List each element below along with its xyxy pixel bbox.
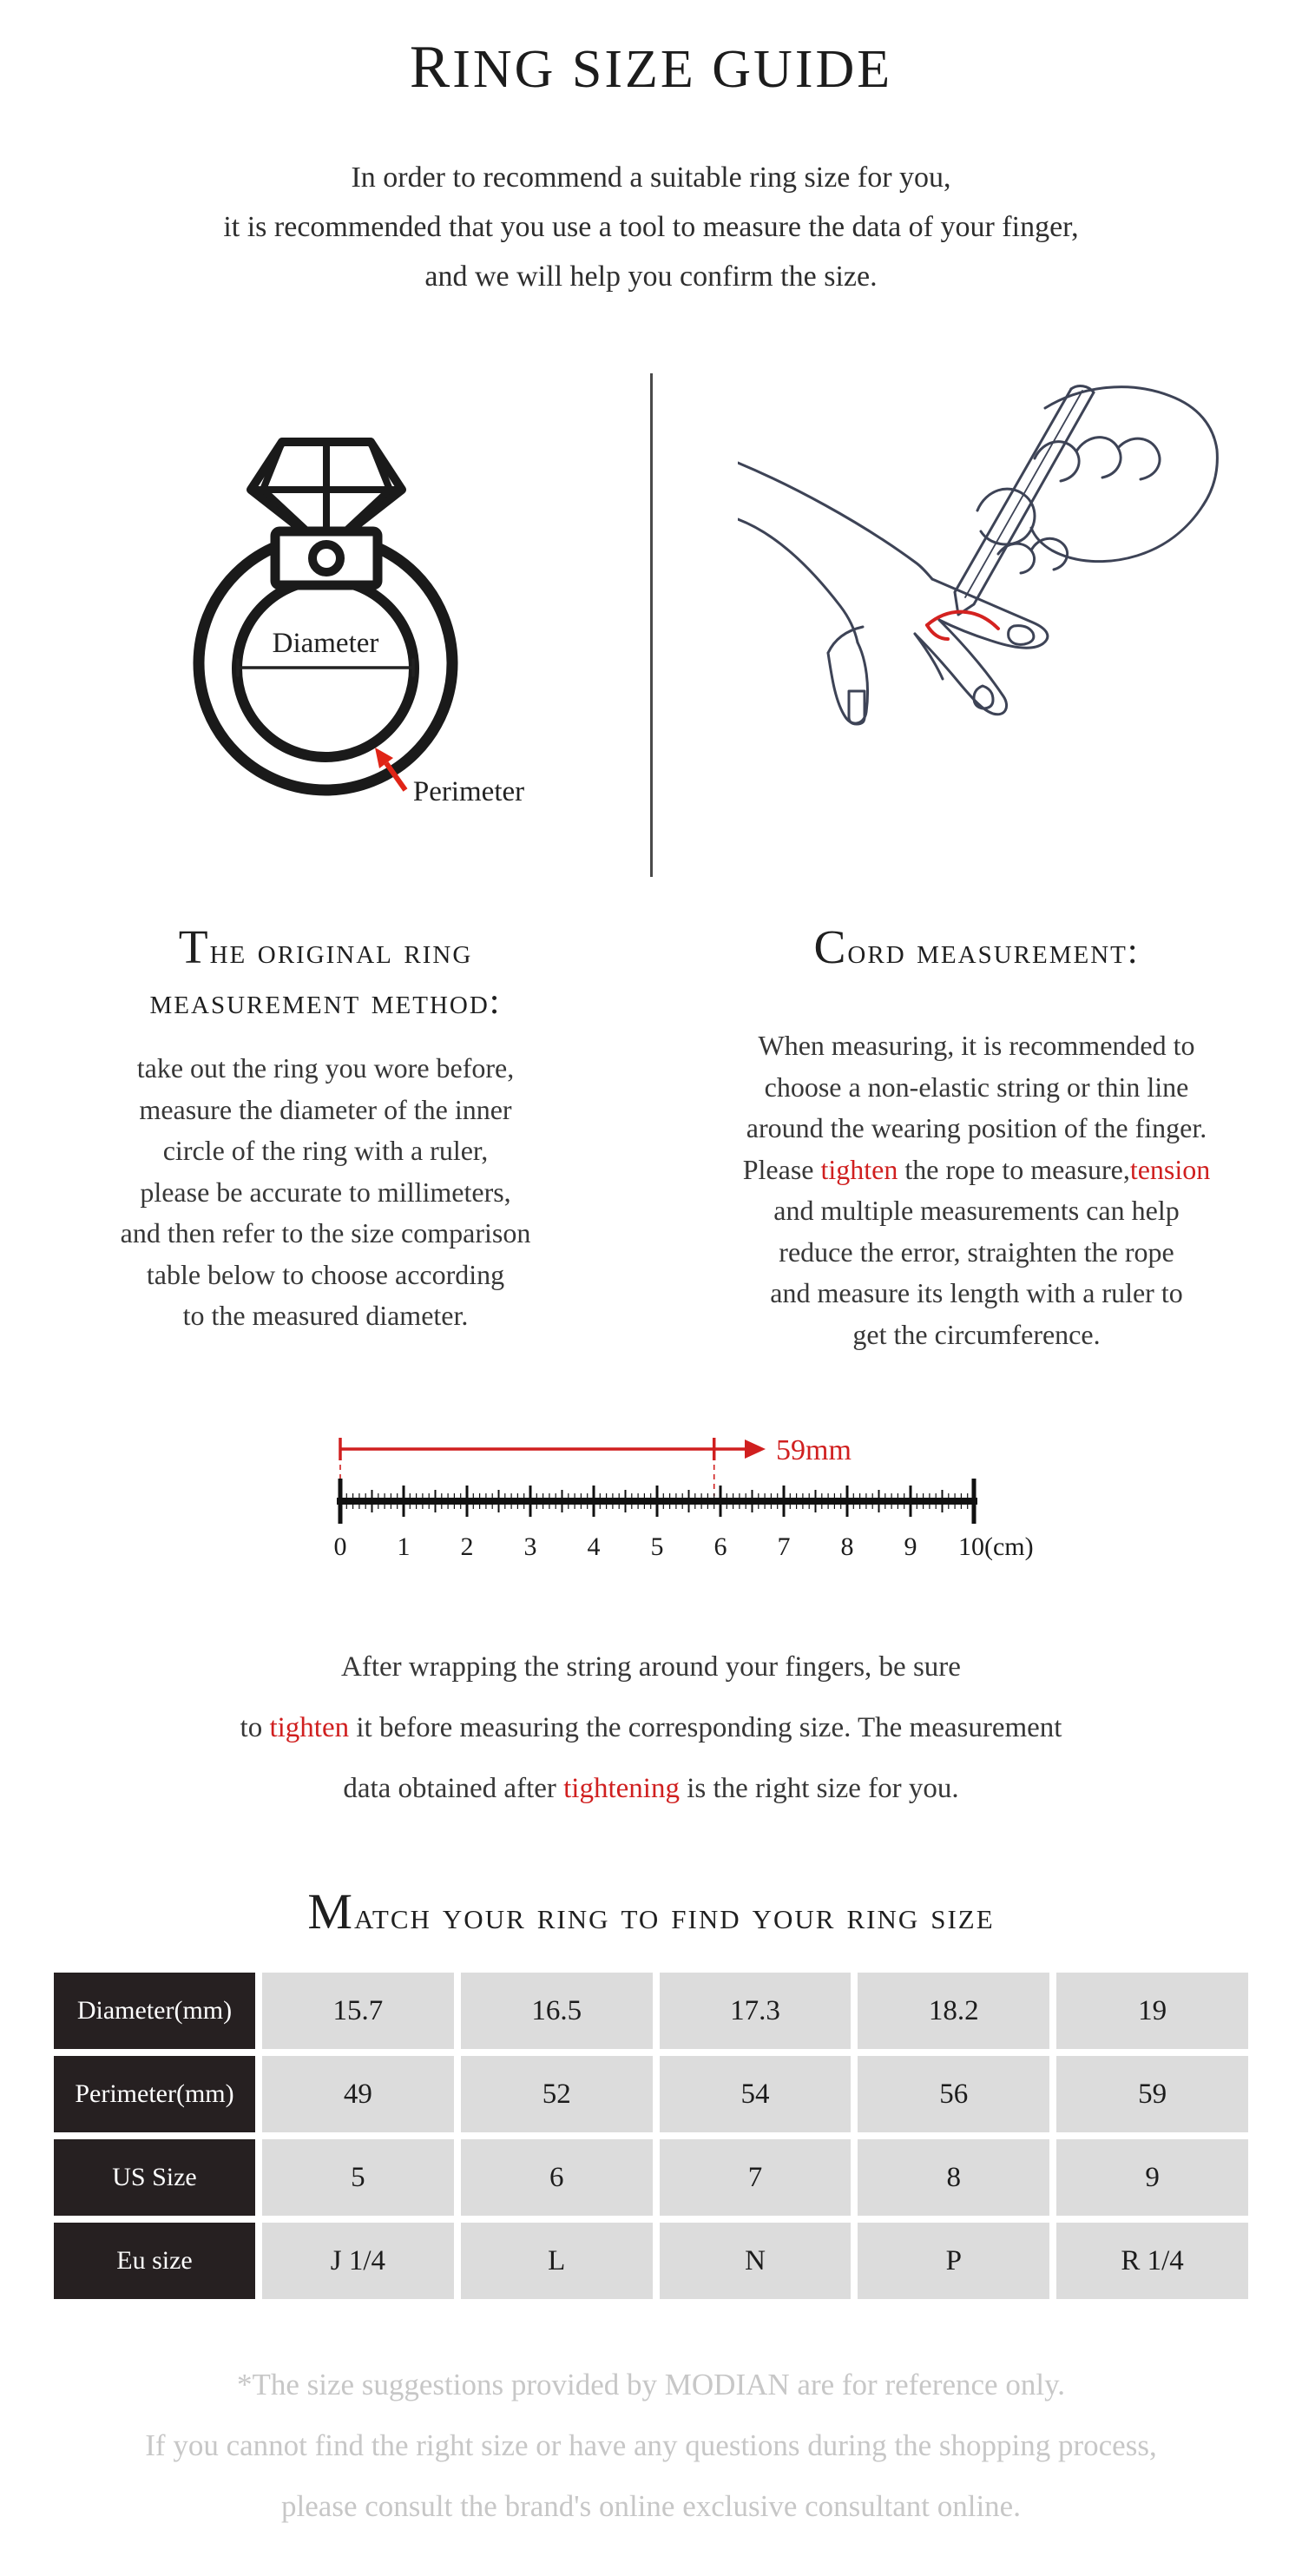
ring-diameter-diagram-icon <box>178 427 525 844</box>
ruler-number: 10(cm) <box>958 1532 1034 1561</box>
text-line: In order to recommend a suitable ring size for you, <box>351 161 951 194</box>
table-row-header: Perimeter(mm) <box>54 2056 255 2132</box>
table-cell: 59 <box>1056 2056 1248 2132</box>
footer-disclaimer <box>0 2355 1302 2537</box>
table-cell: 52 <box>461 2056 653 2132</box>
size-table <box>54 1973 1248 2299</box>
table-cell: 15.7 <box>262 1973 454 2049</box>
text-line: The original ring <box>178 920 473 973</box>
text-line: Cord measurement: <box>813 920 1140 973</box>
method-columns <box>0 922 1302 1355</box>
text-line: Match your ring to find your ring size <box>307 1883 995 1940</box>
cord-method-column <box>651 922 1302 1355</box>
table-cell: 7 <box>660 2139 852 2216</box>
table-cell: 9 <box>1056 2139 1248 2216</box>
table-row-header: Eu size <box>54 2223 255 2299</box>
text-line: take out the ring you wore before, <box>136 1052 515 1084</box>
table-row-header: US Size <box>54 2139 255 2216</box>
table-cell: R 1/4 <box>1056 2223 1248 2299</box>
ruler-number: 1 <box>397 1532 411 1561</box>
text-line: please consult the brand's online exclusive consultant online. <box>281 2489 1021 2523</box>
original-method-paragraph <box>0 1048 651 1337</box>
text-line: table below to choose according <box>146 1258 505 1290</box>
table-cell: J 1/4 <box>262 2223 454 2299</box>
text-line: data obtained after tightening is the right size for you. <box>343 1773 959 1804</box>
text-line: *The size suggestions provided by MODIAN are for reference only. <box>236 2368 1066 2401</box>
cord-method-heading <box>651 922 1302 977</box>
intro-paragraph <box>0 153 1302 301</box>
ruler-number: 5 <box>650 1532 664 1561</box>
ring-mount-hole <box>312 544 340 572</box>
ruler-arrowhead-icon <box>745 1440 766 1459</box>
ruler-measure-label: 59mm <box>776 1434 852 1466</box>
ruler-number: 7 <box>777 1532 791 1561</box>
ruler-number: 9 <box>904 1532 917 1561</box>
string-mark <box>927 612 998 639</box>
table-cell: 8 <box>858 2139 1049 2216</box>
text-line: measurement method: <box>149 982 502 1022</box>
table-cell: 56 <box>858 2056 1049 2132</box>
cord-method-paragraph <box>651 1025 1302 1355</box>
text-line: around the wearing position of the finger. <box>746 1112 1207 1143</box>
ruler-numbers <box>334 1532 1034 1561</box>
perimeter-label: Perimeter <box>412 776 525 807</box>
table-cell: 54 <box>660 2056 852 2132</box>
text-line: and we will help you confirm the size. <box>424 260 878 293</box>
ruler-number: 2 <box>460 1532 474 1561</box>
table-row-header: Diameter(mm) <box>54 1973 255 2049</box>
diagram-section <box>0 373 1302 881</box>
table-cell: 19 <box>1056 1973 1248 2049</box>
original-method-column <box>0 922 651 1355</box>
text-line: measure the diameter of the inner <box>139 1093 512 1125</box>
ruler-number: 0 <box>333 1532 347 1561</box>
table-cell: 16.5 <box>461 1973 653 2049</box>
ruler-number: 4 <box>587 1532 601 1561</box>
size-table-heading <box>0 1883 1302 1942</box>
hand-marking-diagram-icon <box>738 373 1224 738</box>
text-line: reduce the error, straighten the rope <box>779 1235 1174 1268</box>
ruler-number: 8 <box>840 1532 854 1561</box>
table-cell: L <box>461 2223 653 2299</box>
text-line: and multiple measurements can help <box>773 1195 1180 1226</box>
text-line: After wrapping the string around your fingers, be sure <box>341 1651 961 1683</box>
table-cell: 49 <box>262 2056 454 2132</box>
diameter-label: Diameter <box>272 628 379 659</box>
ruler-diagram-icon <box>323 1423 1052 1566</box>
table-cell: P <box>858 2223 1049 2299</box>
text-line: to tighten it before measuring the corresponding size. The measurement <box>240 1712 1062 1743</box>
text-line: choose a non-elastic string or thin line <box>764 1071 1189 1103</box>
ruler-number: 6 <box>713 1532 727 1561</box>
text-line: it is recommended that you use a tool to measure the data of your finger, <box>223 211 1079 243</box>
text-line: get the circumference. <box>852 1318 1101 1350</box>
table-cell: 17.3 <box>660 1973 852 2049</box>
table-cell: 6 <box>461 2139 653 2216</box>
ruler-ticks <box>340 1479 974 1524</box>
ruler-number: 3 <box>523 1532 537 1561</box>
table-cell: N <box>660 2223 852 2299</box>
vertical-divider <box>650 373 653 877</box>
original-method-heading <box>0 922 651 1027</box>
text-line: Please tighten the rope to measure,tension <box>742 1153 1211 1185</box>
text-line: and measure its length with a ruler to <box>770 1277 1183 1308</box>
table-cell: 5 <box>262 2139 454 2216</box>
diameter-measure-line <box>238 660 413 675</box>
text-line: to the measured diameter. <box>182 1300 469 1331</box>
text-line: If you cannot find the right size or have any questions during the shopping process, <box>145 2428 1157 2462</box>
table-cell: 18.2 <box>858 1973 1049 2049</box>
text-line: please be accurate to millimeters, <box>140 1176 511 1208</box>
text-line: When measuring, it is recommended to <box>758 1030 1195 1061</box>
text-line: and then refer to the size comparison <box>120 1217 531 1248</box>
after-ruler-paragraph <box>0 1637 1302 1819</box>
text-line: circle of the ring with a ruler, <box>162 1135 489 1166</box>
page-title: RING SIZE GUIDE <box>409 34 893 101</box>
